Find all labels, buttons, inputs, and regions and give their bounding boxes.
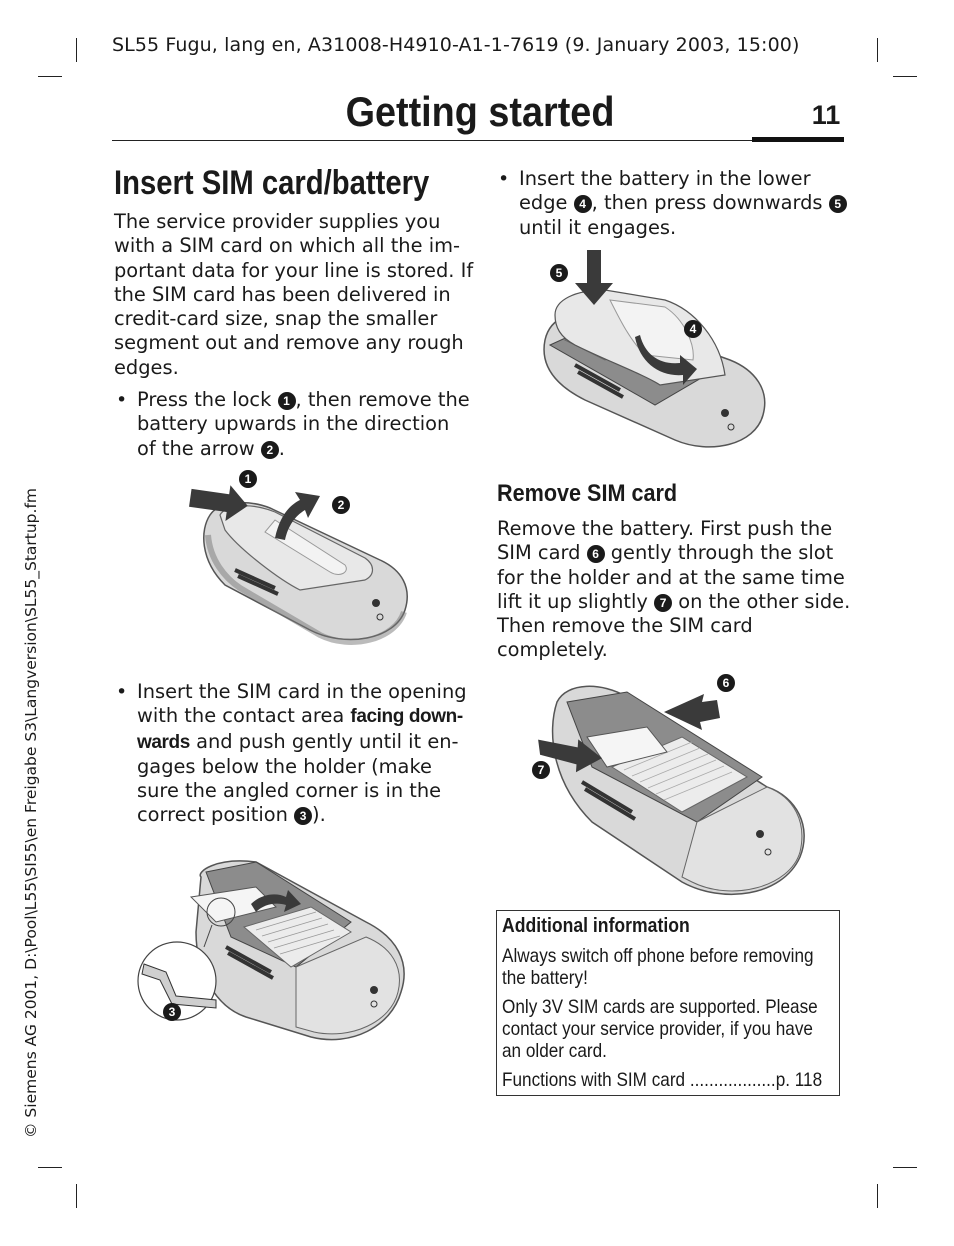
page-title: Getting started	[345, 88, 615, 135]
info-box-line: Only 3V SIM cards are supported. Please	[502, 996, 818, 1018]
text-line	[137, 388, 470, 412]
battery-insertion-illustration	[535, 245, 770, 455]
emphasis-text: wards	[137, 731, 190, 753]
text-line	[137, 730, 467, 755]
text-run: with the contact area	[137, 704, 351, 728]
text-line: for the holder and at the same time	[497, 565, 845, 589]
step-number-badge: 3	[294, 807, 312, 825]
info-box-line: contact your service provider, if you have	[502, 1018, 813, 1040]
bullet-dot: •	[498, 168, 510, 190]
additional-info-box	[496, 910, 840, 1096]
page-number-bar	[752, 137, 844, 142]
bullet-dot: •	[116, 389, 128, 411]
intro-paragraph	[114, 210, 473, 380]
callout-badge-5: 5	[550, 264, 568, 282]
document-meta: SL55 Fugu, lang en, A31008-H4910-A1-1-7619 (9. January 2003, 15:00)	[112, 34, 800, 56]
crop-mark	[76, 1184, 77, 1208]
info-box-line: the battery!	[502, 967, 588, 989]
text-line: sure the angled corner is in the	[137, 779, 442, 803]
bullet-insert-battery	[519, 167, 847, 240]
file-path-sidebar: © Siemens AG 2001, D:\Pool\L55\SI55\en Freigabe S3\Langversion\SL55_Startup.fm	[22, 487, 40, 1138]
text-run: gently through the slot	[604, 541, 834, 565]
sim-removal-illustration	[532, 672, 812, 902]
callout-badge-6: 6	[717, 674, 735, 692]
text-line	[497, 541, 850, 565]
step-number-badge: 5	[829, 195, 847, 213]
bullet-dot: •	[116, 681, 128, 703]
text-run: Press the lock	[137, 388, 278, 411]
text-run: and push gently until it en-	[189, 729, 459, 753]
title-rule	[112, 140, 752, 141]
page-number: 11	[811, 100, 841, 130]
step-number-badge: 2	[261, 441, 279, 459]
text-line: gages below the holder (make	[137, 754, 432, 778]
info-box-heading: Additional information	[502, 915, 690, 937]
text-line: Remove the battery. First push the	[497, 517, 833, 540]
callout-badge-4: 4	[684, 320, 702, 338]
remove-sim-paragraph	[497, 517, 850, 663]
text-line: Then remove the SIM card	[497, 614, 753, 638]
crop-mark	[877, 38, 878, 62]
crop-mark	[38, 76, 62, 77]
callout-badge-1: 1	[239, 470, 257, 488]
text-run: SIM card	[497, 541, 587, 565]
text-line: completely.	[497, 638, 608, 662]
section-title: Insert SIM card/battery	[114, 164, 430, 202]
info-box-line: Always switch off phone before removing	[502, 945, 814, 967]
crop-mark	[76, 38, 77, 62]
text-run: correct position	[137, 803, 295, 827]
text-run: on the other side.	[672, 589, 851, 613]
bullet-remove-battery	[137, 388, 470, 461]
battery-removal-illustration	[180, 460, 420, 650]
text-line: the SIM card has been delivered in	[114, 282, 451, 306]
text-run: .	[278, 436, 285, 460]
text-line	[137, 437, 470, 461]
callout-badge-2: 2	[332, 496, 350, 514]
text-line	[497, 590, 850, 614]
text-line: until it engages.	[519, 215, 677, 239]
text-line: segment out and remove any rough	[114, 331, 464, 355]
step-number-badge: 4	[574, 195, 592, 213]
text-run: lift it up slightly	[497, 589, 655, 613]
text-line	[137, 704, 467, 729]
crop-mark	[877, 1184, 878, 1208]
crop-mark	[38, 1167, 62, 1168]
emphasis-text: facing down-	[350, 706, 463, 728]
crop-mark	[893, 1167, 917, 1168]
text-run: ).	[312, 803, 326, 827]
info-box-line: an older card.	[502, 1040, 607, 1062]
text-line	[519, 191, 847, 215]
step-number-badge: 1	[278, 392, 296, 410]
text-line: Insert the SIM card in the opening	[137, 680, 467, 703]
text-line	[137, 803, 467, 827]
text-line: edges.	[114, 355, 179, 379]
text-line: The service provider supplies you	[114, 210, 441, 233]
text-line: Insert the battery in the lower	[519, 167, 811, 190]
step-number-badge: 7	[654, 594, 672, 612]
text-run: , then press downwards	[591, 191, 829, 215]
text-run: of the arrow	[137, 436, 261, 460]
text-run: edge	[519, 191, 574, 215]
subsection-title: Remove SIM card	[497, 480, 678, 507]
text-run: , then remove the	[295, 388, 470, 411]
text-line: portant data for your line is stored. If	[114, 258, 474, 282]
crop-mark	[893, 76, 917, 77]
text-line: battery upwards in the direction	[137, 412, 450, 436]
page-reference-link[interactable]: Functions with SIM card ..................p. 118	[502, 1069, 823, 1091]
text-line: with a SIM card on which all the im-	[114, 234, 460, 258]
step-number-badge: 6	[587, 545, 605, 563]
callout-badge-3: 3	[163, 1003, 181, 1021]
bullet-insert-sim	[137, 680, 467, 828]
callout-badge-7: 7	[532, 761, 550, 779]
text-line: credit-card size, snap the smaller	[114, 307, 438, 331]
